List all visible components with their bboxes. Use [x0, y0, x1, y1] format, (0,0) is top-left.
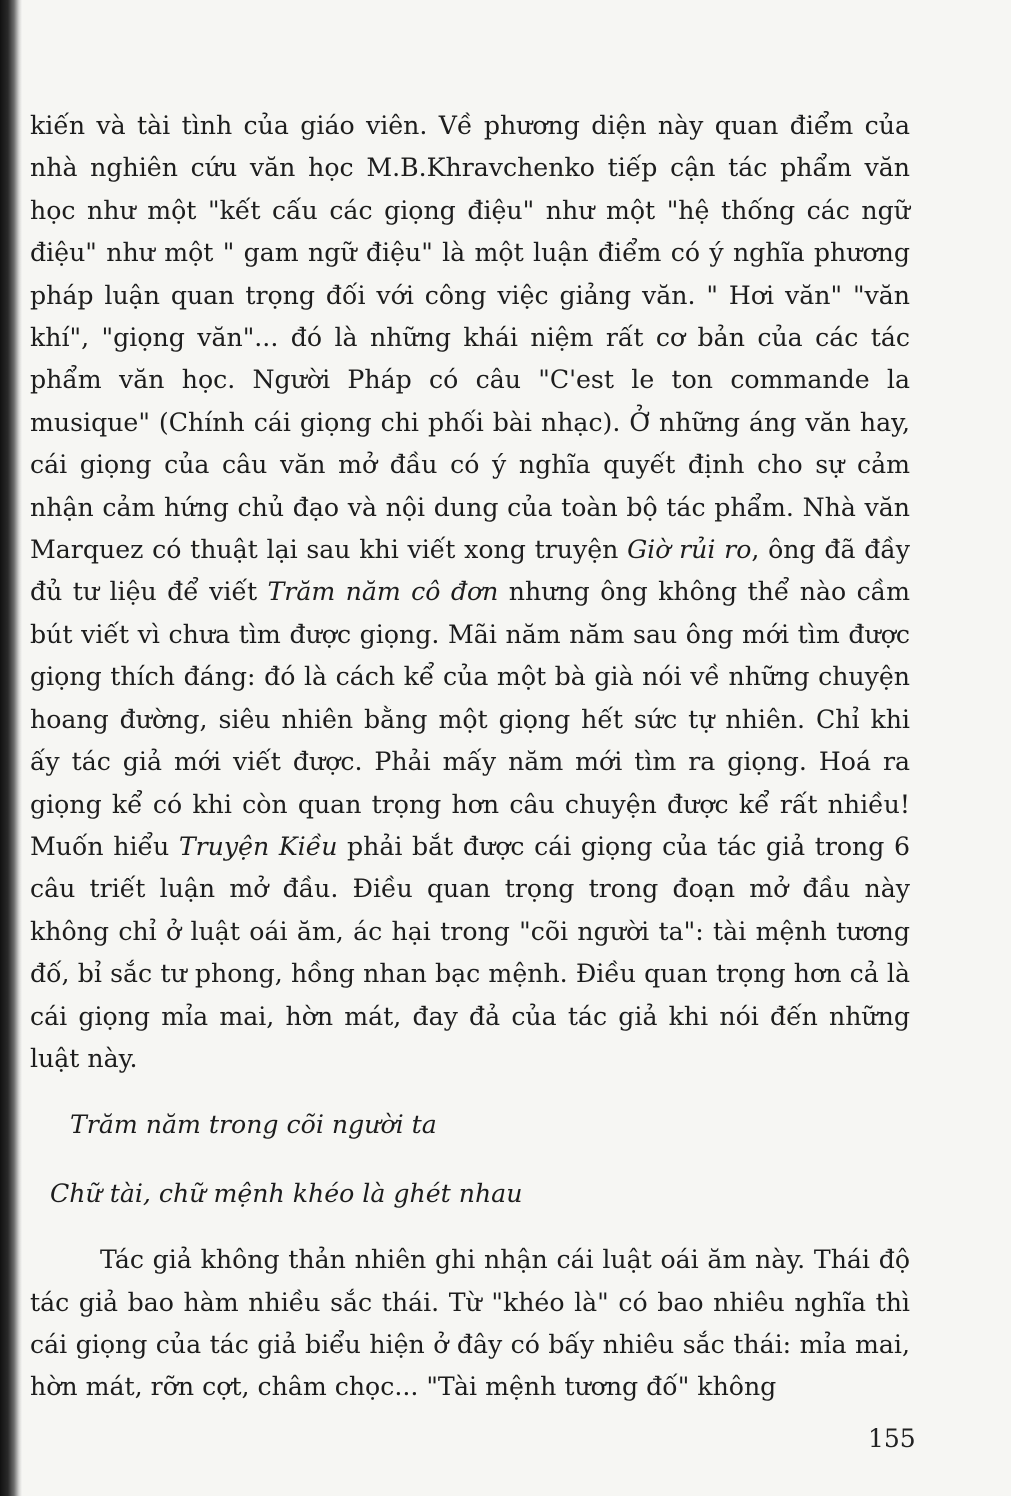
body-paragraph-1 — [30, 105, 910, 1080]
paragraph-1-text-b: , ông đã đầy đủ tư liệu để viết — [30, 535, 910, 607]
italic-title-gio-rui-ro: Giờ rủi ro — [627, 535, 752, 565]
body-paragraph-2: Tác giả không thản nhiên ghi nhận cái luật oái ăm này. Thái độ tác giả bao hàm nhiều sắc thái. Từ "khéo là" có bao nhiêu nghĩa thì cái giọng của tác giả biểu hiện ở đây có bấy nhiêu sắc thái: mỉa mai, hờn mát, rỡn cợt, châm chọc... "Tài mệnh tương đố" không — [30, 1245, 910, 1402]
paragraph-1-text-d: phải bắt được cái giọng của tác giả trong 6 câu triết luận mở đầu. Điều quan trọng trong đoạn mở đầu này không chỉ ở luật oái ăm, ác hại trong "cõi người ta": tài mệnh tương đố, bỉ sắc tư phong, hồng nhan bạc mệnh. Điều quan trọng hơn cả là cái giọng mỉa mai, hờn mát, đay đả của tác giả khi nói đến những luật này. — [30, 831, 910, 1073]
paragraph-1-text-a: kiến và tài tình của giáo viên. Về phương diện này quan điểm của nhà nghiên cứu văn học M.B.Khravchenko tiếp cận tác phẩm văn học như một "kết cấu các giọng điệu" như một "hệ thống các ngữ điệu" như một " gam ngữ điệu" là một luận điểm có ý nghĩa phương pháp luận quan trọng đối với công việc giảng văn. " Hơi văn" "văn khí", "giọng văn"... đó là những khái niệm rất cơ bản của các tác phẩm văn học. Người Pháp có câu "C'est le ton commande la musique" (Chính cái giọng chi phối bài nhạc). Ở những áng văn hay, cái giọng của câu văn mở đầu có ý nghĩa quyết định cho sự cảm nhận cảm hứng chủ đạo và nội dung của toàn bộ tác phẩm. Nhà văn Marquez có thuật lại sau khi viết xong truyện — [30, 111, 910, 565]
verse-line-1: Trăm năm trong cõi người ta — [70, 1110, 437, 1140]
page-body — [30, 105, 910, 1409]
italic-title-truyen-kieu: Truyện Kiều — [178, 831, 338, 861]
scan-edge-shadow — [0, 0, 22, 1496]
page-number: 155 — [868, 1424, 916, 1453]
paragraph-1-text-c: nhưng ông không thể nào cầm bút viết vì chưa tìm được giọng. Mãi năm năm sau ông mới tìm được giọng thích đáng: đó là cách kể của một bà già nói về những chuyện hoang đường, siêu nhiên bằng một giọng hết sức tự nhiên. Chỉ khi ấy tác giả mới viết được. Phải mấy năm mới tìm ra giọng. Hoá ra giọng kể có khi còn quan trọng hơn câu chuyện được kể rất nhiều! Muốn hiểu — [30, 577, 910, 861]
italic-title-tram-nam-co-don: Trăm năm cô đơn — [267, 577, 499, 607]
verse-line-2: Chữ tài, chữ mệnh khéo là ghét nhau — [50, 1178, 523, 1208]
